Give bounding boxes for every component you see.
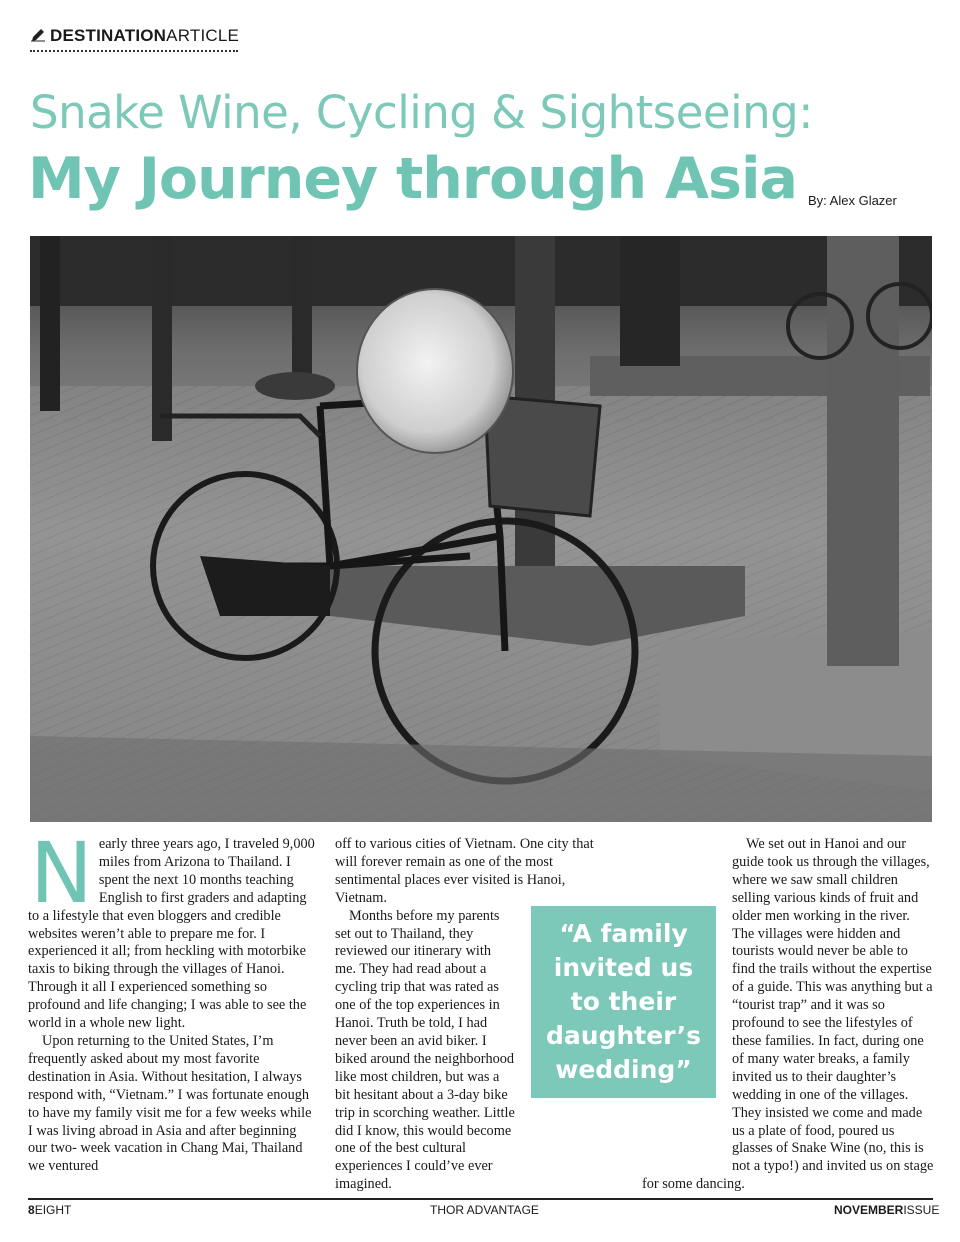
section-label-bold: DESTINATION bbox=[50, 26, 167, 45]
byline: By: Alex Glazer bbox=[808, 193, 897, 208]
paragraph: Months before my parents set out to Thailand, they reviewed our itinerary with me. They had read about a cycling trip that was rated as one of the top experiences in Hanoi. Truth be told, I had never been an avid biker. I biked around the neighborhood like most children, but was a bit hesitant about a 3-day bike trip in scorching weather. Little did I know, this would become one of the best cultural experiences I could’ve ever imagined. bbox=[335, 907, 515, 1193]
pen-icon bbox=[30, 28, 46, 42]
paragraph: off to various cities of Vietnam. One city that will forever remain as one of the most sentimental places ever visited is Hanoi, Vietnam. bbox=[335, 836, 594, 906]
drop-cap: N bbox=[30, 824, 93, 922]
section-label-rest: ARTICLE bbox=[166, 26, 240, 45]
article-subtitle: Snake Wine, Cycling & Sightseeing: bbox=[30, 86, 813, 139]
article-column-1 bbox=[28, 824, 318, 1176]
paragraph: Upon returning to the United States, I’m frequently asked about my most favorite destination in Asia. Without hesitation, I always respond with, “Vietnam.” I was fortunate enough to have my family visit me for a few weeks while I was living abroad in Asia and after beginning our two- week vacation in Chang Mai, Thailand we ventured bbox=[28, 1032, 312, 1175]
pull-quote: “A family invited us to their daughter’s wedding” bbox=[531, 906, 716, 1098]
paragraph: We set out in Hanoi and our guide took us through the villages, where we saw small children selling various kinds of fruit and older men working in the river. The villages were hidden and tourists would never be able to find the trails without the expertise of a guide. This was anything but a “tourist trap” and it was so profound to see the lifestyles of these families. In fact, during one of many water breaks, a family invited us to their daughter’s wedding in one of the villages. They insisted we come and made us a plate of food, poured us glasses of Snake Wine (no, this is not a typo!) and invited us on stage for some dancing. bbox=[642, 836, 934, 1193]
publication-name: THOR ADVANTAGE bbox=[430, 1203, 539, 1217]
page-number: 8EIGHT bbox=[28, 1203, 72, 1217]
paragraph: early three years ago, I traveled 9,000 miles from Arizona to Thailand. I spent the next 10 months teaching English to first graders and adapting to a lifestyle that even bloggers and credible websites weren’t able to prepare me for. I experienced it all; from heckling with motorbike taxis to biking through the villages of Hanoi. Through it all I experienced something so profound and life changing; I was able to see the world in a whole new light. bbox=[28, 836, 315, 1032]
section-tag bbox=[30, 26, 238, 52]
issue-label: NOVEMBERISSUE bbox=[834, 1203, 940, 1217]
footer-divider bbox=[28, 1198, 933, 1200]
article-column-3 bbox=[642, 836, 934, 1194]
bicycle-photo bbox=[30, 236, 932, 822]
article-title: My Journey through Asia bbox=[28, 146, 797, 212]
